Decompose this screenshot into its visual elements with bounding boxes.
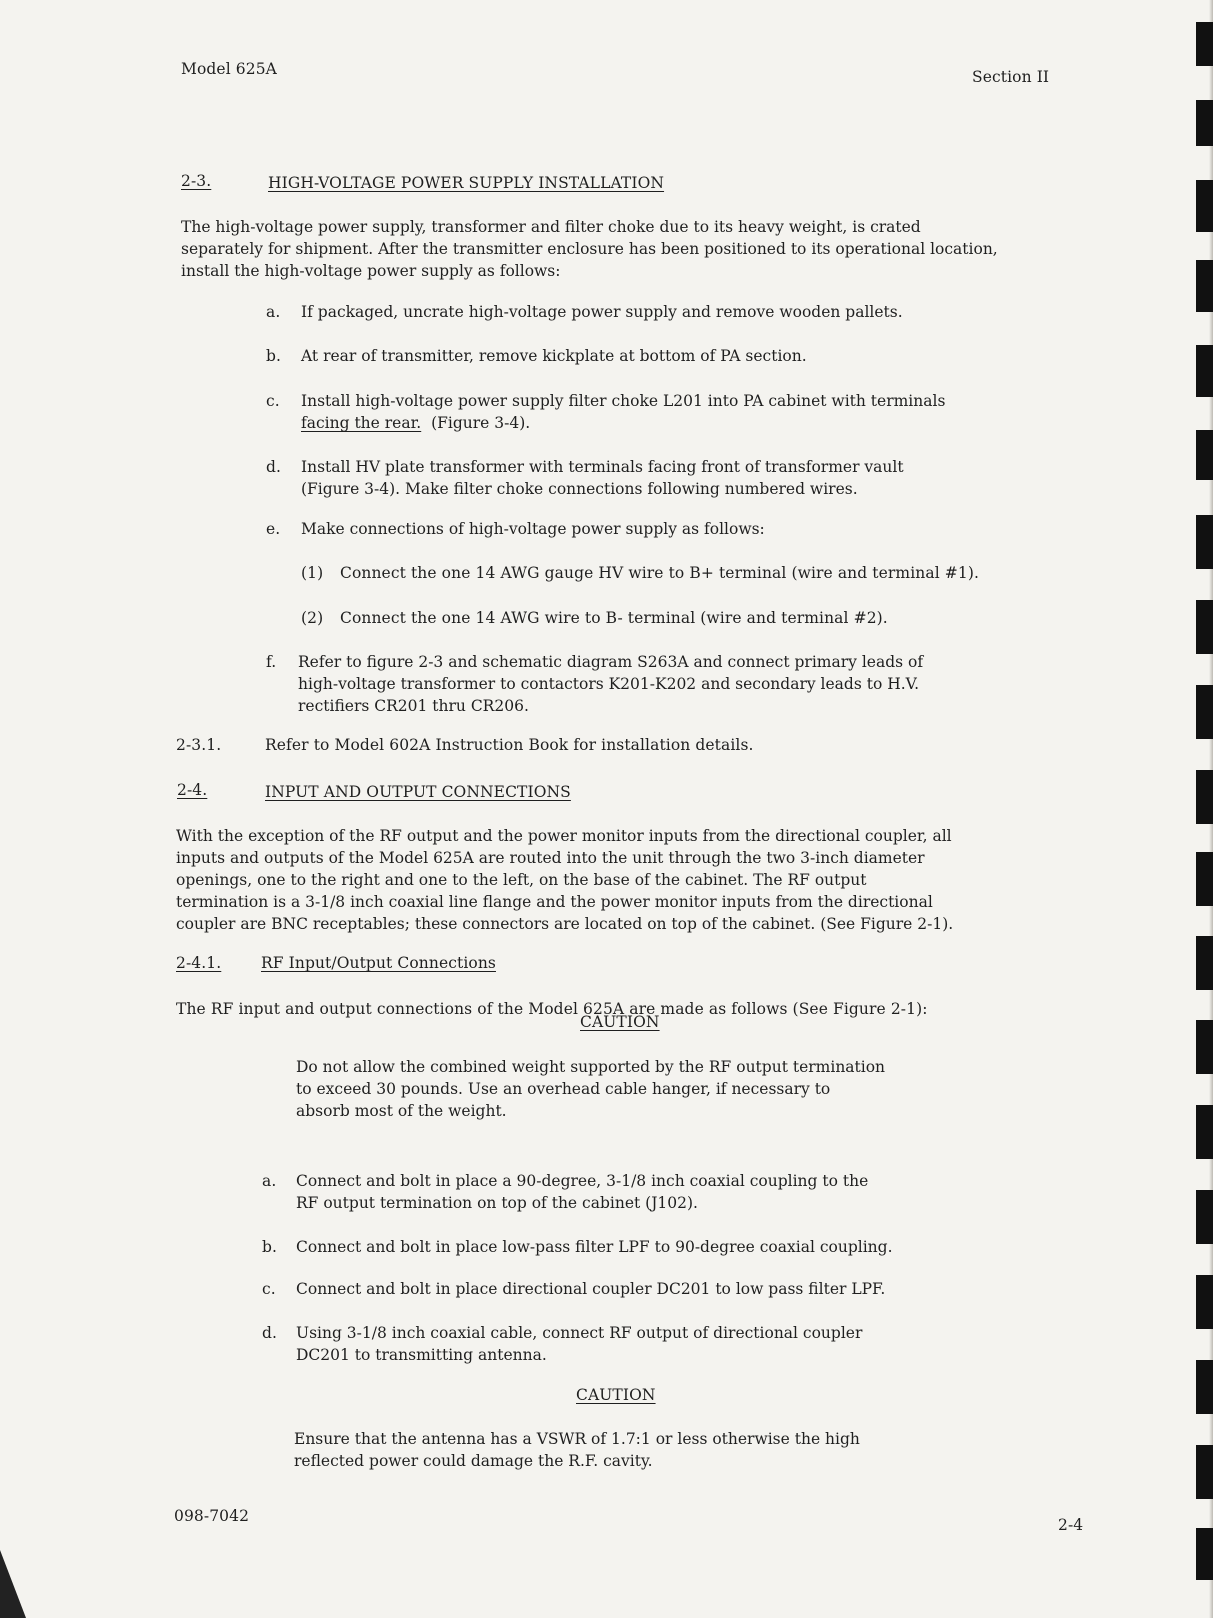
- step-letter: f.: [266, 653, 277, 671]
- footer-doc-number: 098-7042: [174, 1507, 250, 1525]
- binding-tab: [1196, 685, 1213, 739]
- binding-tab: [1196, 260, 1213, 312]
- caution-2-text: Ensure that the antenna has a VSWR of 1.7:1 or less otherwise the high reflected power could damage the R.F. cavity.: [294, 1430, 860, 1470]
- binding-tab: [1196, 852, 1213, 906]
- step-letter: a.: [262, 1172, 277, 1190]
- binding-tab: [1196, 936, 1213, 990]
- section-2-3-1-number: 2-3.1.: [176, 736, 222, 754]
- step-2-3-a: If packaged, uncrate high-voltage power supply and remove wooden pallets.: [301, 303, 903, 321]
- step-letter: c.: [262, 1280, 276, 1298]
- binding-tab: [1196, 1275, 1213, 1329]
- section-2-4-1-intro: The RF input and output connections of the Model 625A are made as follows (See Figure 2-1):: [176, 1000, 928, 1018]
- binding-tab: [1196, 600, 1213, 654]
- step-letter: a.: [266, 303, 281, 321]
- step-2-3-f: Refer to figure 2-3 and schematic diagram S263A and connect primary leads of high-voltage transformer to contactors K201-K202 and secondary leads to H.V. rectifiers CR201 thru CR206.: [298, 653, 924, 715]
- step-2-3-c: Install high-voltage power supply filter choke L201 into PA cabinet with terminals facing the rear. (Figure 3-4).: [301, 392, 946, 432]
- caution-heading: CAUTION: [576, 1386, 656, 1404]
- step-letter: e.: [266, 520, 281, 538]
- binding-tab: [1196, 180, 1213, 232]
- section-2-4-1-title: RF Input/Output Connections: [261, 954, 496, 972]
- binding-tab: [1196, 1105, 1213, 1159]
- step-letter: d.: [262, 1324, 278, 1342]
- step-letter: c.: [266, 392, 280, 410]
- binding-tab: [1196, 100, 1213, 146]
- binding-tab: [1196, 345, 1213, 397]
- header-model: Model 625A: [181, 60, 277, 78]
- section-2-3-number: 2-3.: [181, 172, 212, 190]
- step-letter: b.: [266, 347, 282, 365]
- substep-number: (2): [301, 609, 324, 627]
- section-2-3-1-text: Refer to Model 602A Instruction Book for installation details.: [265, 736, 754, 754]
- binding-tab: [1196, 1528, 1213, 1580]
- binding-tab: [1196, 1190, 1213, 1244]
- section-2-3-title: HIGH-VOLTAGE POWER SUPPLY INSTALLATION: [268, 174, 665, 192]
- step-2-4-1-b: Connect and bolt in place low-pass filter LPF to 90-degree coaxial coupling.: [296, 1238, 893, 1256]
- caution-heading: CAUTION: [580, 1013, 660, 1031]
- step-2-4-1-a: Connect and bolt in place a 90-degree, 3-1/8 inch coaxial coupling to the RF output termination on top of the cabinet (J102).: [296, 1172, 869, 1212]
- binding-tab: [1196, 1020, 1213, 1074]
- binding-tab: [1196, 1445, 1213, 1499]
- substep-e-2: Connect the one 14 AWG wire to B- terminal (wire and terminal #2).: [340, 609, 888, 627]
- step-2-3-e: Make connections of high-voltage power supply as follows:: [301, 520, 765, 538]
- caution-1-text: Do not allow the combined weight supported by the RF output termination to exceed 30 pounds. Use an overhead cable hanger, if necessary to absorb most of the weight.: [296, 1058, 886, 1120]
- section-2-4-number: 2-4.: [177, 781, 208, 799]
- section-2-3-intro: The high-voltage power supply, transformer and filter choke due to its heavy weight, is crated separately for shipment. After the transmitter enclosure has been positioned to its operational location, install the high-voltage power supply as follows:: [181, 218, 998, 280]
- scan-corner-shadow: [0, 1550, 26, 1618]
- binding-tab: [1196, 770, 1213, 824]
- emphasis-facing-the-rear: facing the rear.: [301, 414, 422, 432]
- step-2-3-d: Install HV plate transformer with terminals facing front of transformer vault (Figure 3-4). Make filter choke connections following numbered wires.: [301, 458, 904, 498]
- section-2-4-1-number: 2-4.1.: [176, 954, 222, 972]
- binding-tab: [1196, 430, 1213, 480]
- binding-tab: [1196, 515, 1213, 569]
- section-2-4-title: INPUT AND OUTPUT CONNECTIONS: [265, 783, 571, 801]
- section-2-4-body: With the exception of the RF output and the power monitor inputs from the directional coupler, all inputs and outputs of the Model 625A are routed into the unit through the two 3-inch diameter openings, one to the right and one to the left, on the base of the cabinet. The RF output termination is a 3-1/8 inch coaxial line flange and the power monitor inputs from the directional coupler are BNC receptables; these connectors are located on top of the cabinet. (See Figure 2-1).: [176, 827, 954, 933]
- footer-page-number: 2-4: [1058, 1516, 1084, 1534]
- binding-tab: [1196, 22, 1213, 66]
- binding-tab: [1196, 1360, 1213, 1414]
- step-2-4-1-c: Connect and bolt in place directional coupler DC201 to low pass filter LPF.: [296, 1280, 886, 1298]
- header-section: Section II: [972, 68, 1050, 86]
- step-2-3-b: At rear of transmitter, remove kickplate at bottom of PA section.: [301, 347, 807, 365]
- substep-e-1: Connect the one 14 AWG gauge HV wire to B+ terminal (wire and terminal #1).: [340, 564, 980, 582]
- substep-number: (1): [301, 564, 324, 582]
- step-letter: d.: [266, 458, 282, 476]
- step-letter: b.: [262, 1238, 278, 1256]
- step-2-4-1-d: Using 3-1/8 inch coaxial cable, connect RF output of directional coupler DC201 to transmitting antenna.: [296, 1324, 863, 1364]
